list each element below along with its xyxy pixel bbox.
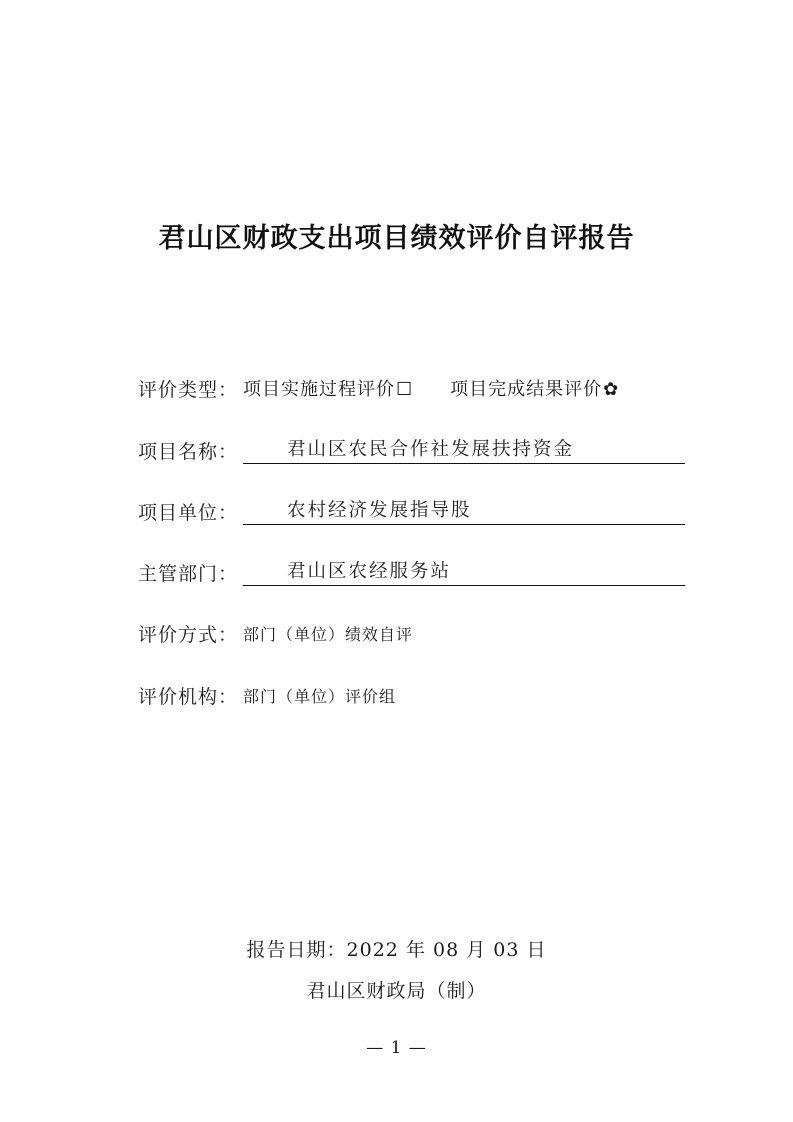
- page-number: — 1 —: [366, 1038, 427, 1058]
- project-unit-row: [138, 495, 685, 525]
- department-label: 主管部门: [138, 563, 219, 585]
- project-name-value: 君山区农民合作社发展扶持资金: [243, 438, 685, 464]
- document-title: 君山区财政支出项目绩效评价自评报告: [158, 223, 635, 254]
- department-colon: ：: [218, 563, 238, 585]
- eval-type-row: [138, 372, 618, 402]
- project-unit-label: 项目单位: [138, 502, 219, 524]
- eval-method-colon: ：: [218, 624, 238, 646]
- eval-method-value: 部门（单位）绩效自评: [243, 625, 414, 644]
- project-name-colon: ：: [218, 441, 238, 463]
- result-checkbox-checked-icon[interactable]: ✿: [603, 379, 619, 400]
- project-unit-value: 农村经济发展指导股: [243, 499, 685, 525]
- eval-type-option-result: 项目完成结果评价: [450, 379, 603, 400]
- department-value: 君山区农经服务站: [243, 560, 685, 586]
- eval-org-colon: ：: [218, 686, 238, 708]
- department-row: [138, 556, 685, 586]
- report-date: 报告日期：2022 年 08 月 03 日: [246, 939, 547, 961]
- eval-type-label: 评价类型: [138, 379, 219, 401]
- project-unit-colon: ：: [218, 502, 238, 524]
- eval-type-colon: ：: [218, 379, 238, 401]
- eval-type-option-process: 项目实施过程评价: [243, 379, 396, 400]
- issuer: 君山区财政局（制）: [306, 980, 487, 1002]
- eval-org-row: [138, 679, 396, 709]
- eval-method-label: 评价方式: [138, 624, 219, 646]
- process-checkbox[interactable]: ☐: [396, 379, 413, 400]
- eval-method-row: [138, 617, 413, 647]
- project-name-row: [138, 434, 685, 464]
- project-name-label: 项目名称: [138, 441, 219, 463]
- eval-org-value: 部门（单位）评价组: [243, 687, 397, 706]
- eval-org-label: 评价机构: [138, 686, 219, 708]
